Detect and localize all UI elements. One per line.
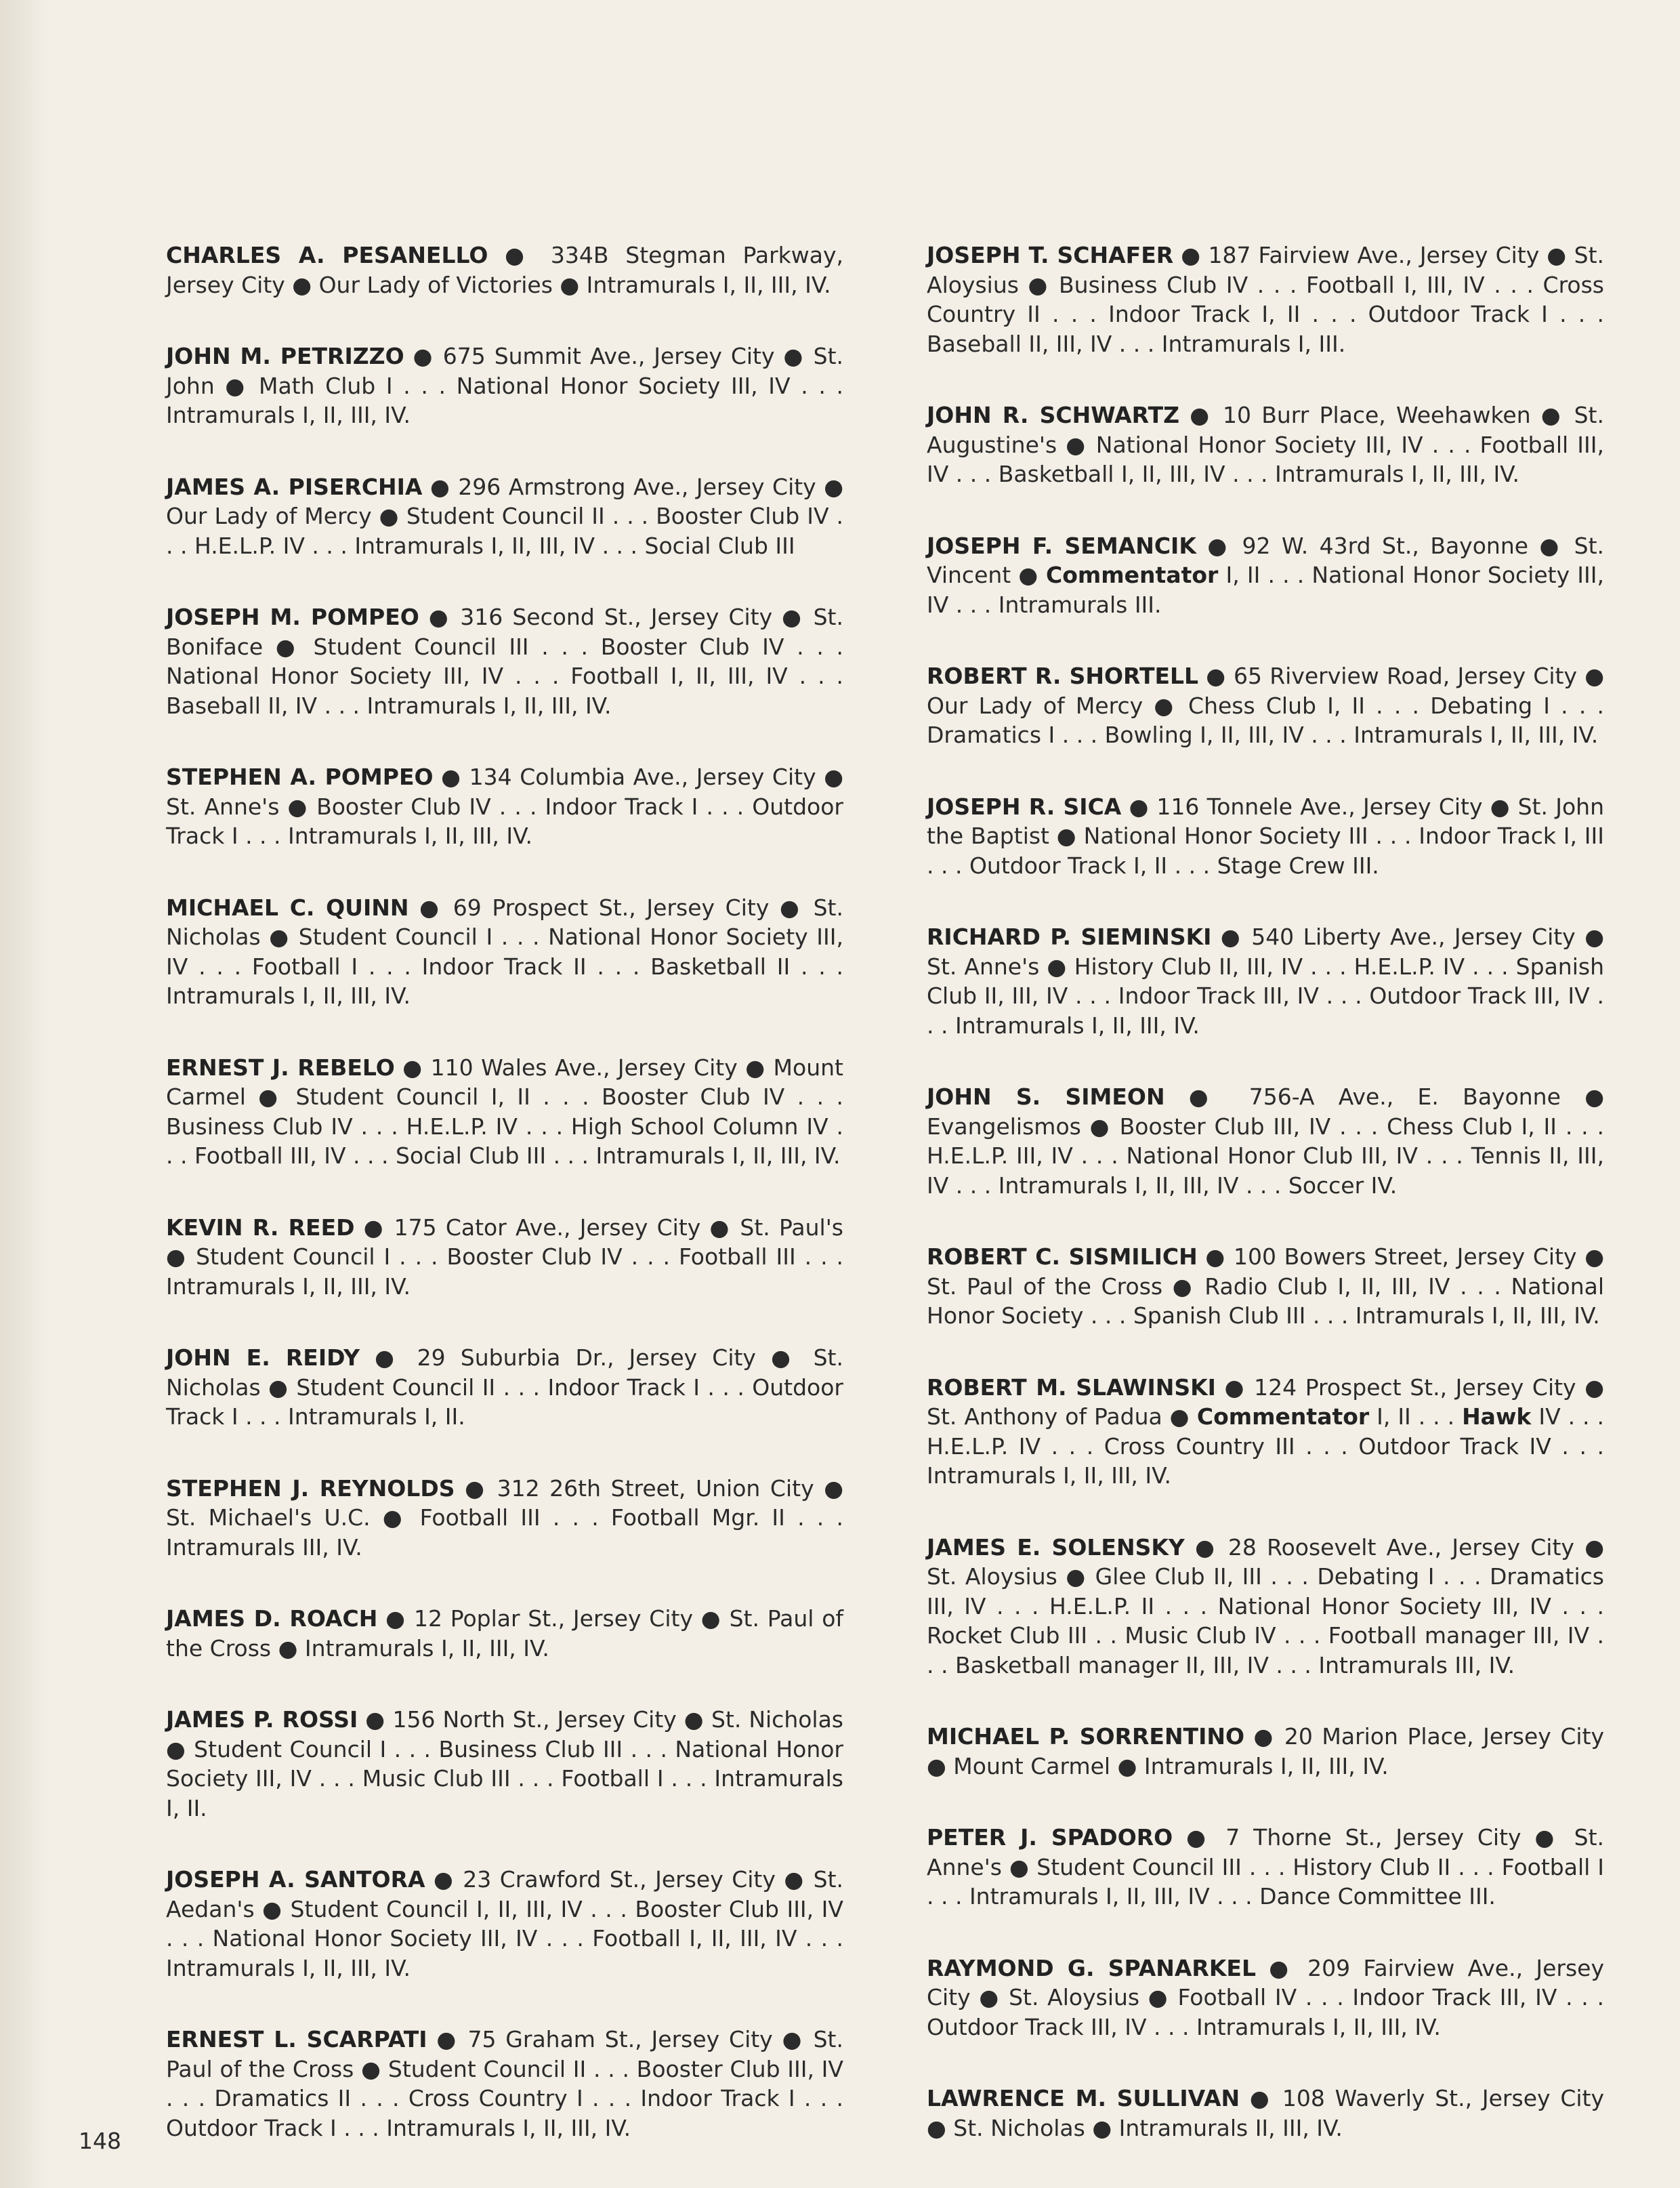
entry-details: ● 28 Roosevelt Ave., Jersey City ● St. Aloysius ● Glee Club II, III . . . Debating I . . . Dramatics III, IV . . . H.E.L.P. II . . . National Honor Society III, IV . . . Rocket Club III . . Music Club IV . . . Football manager III, IV . . . Basketball manager II, III, IV . . . Intramurals III, IV.: [927, 1533, 1604, 1678]
entry-name: JAMES D. ROACH: [166, 1605, 378, 1632]
entry-name: ROBERT C. SISMILICH: [927, 1243, 1198, 1270]
entry-spanarkel: [927, 1954, 1604, 2042]
entry-details: ● 296 Armstrong Ave., Jersey City ● Our Lady of Mercy ● Student Council II . . . Booster Club IV . . . H.E.L.P. IV . . . Intramurals I, II, III, IV . . . Social Club III: [166, 473, 843, 559]
entry-sismilich: [927, 1242, 1604, 1331]
right-column: [927, 241, 1604, 2185]
entry-sieminski: [927, 922, 1604, 1040]
entry-details: ● 110 Wales Ave., Jersey City ● Mount Carmel ● Student Council I, II . . . Booster Club IV . . . Business Club IV . . . H.E.L.P. IV . . . High School Column IV . . . Football III, IV . . . Social Club III . . . Intramurals I, II, III, IV.: [166, 1054, 843, 1169]
entry-reynolds: [166, 1474, 843, 1563]
entry-details: ● 108 Waverly St., Jersey City ● St. Nicholas ● Intramurals II, III, IV.: [927, 2085, 1604, 2141]
entry-scarpati: [166, 2025, 843, 2143]
entry-details: ● 540 Liberty Ave., Jersey City ● St. Anne's ● History Club II, III, IV . . . H.E.L.P. IV . . . Spanish Club II, III, IV . . . Indoor Track III, IV . . . Outdoor Track III, IV . . . Intramurals I, II, III, IV.: [927, 924, 1604, 1039]
entry-details: ● 124 Prospect St., Jersey City ● St. Anthony of Padua ●: [927, 1374, 1604, 1430]
entry-name: CHARLES A. PESANELLO: [166, 242, 488, 268]
entry-name: RICHARD P. SIEMINSKI: [927, 924, 1212, 950]
entry-details: ● 7 Thorne St., Jersey City ● St. Anne's ● Student Council III . . . History Club II . . . Football I . . . Intramurals I, II, III, IV . . . Dance Committee III.: [927, 1824, 1604, 1910]
entry-sorrentino: [927, 1722, 1604, 1781]
entry-name: JOSEPH F. SEMANCIK: [927, 532, 1196, 559]
entry-name: JOHN M. PETRIZZO: [166, 343, 404, 369]
entry-name: JOHN R. SCHWARTZ: [927, 402, 1180, 428]
entry-santora: [166, 1865, 843, 1983]
entry-shortell: [927, 661, 1604, 750]
entry-name: ERNEST L. SCARPATI: [166, 2026, 427, 2052]
entry-stephen-pompeo: [166, 762, 843, 851]
entry-name: KEVIN R. REED: [166, 1214, 355, 1241]
entry-name: JAMES E. SOLENSKY: [927, 1533, 1185, 1561]
entry-name: JOSEPH R. SICA: [927, 793, 1122, 820]
entry-details: ● 134 Columbia Ave., Jersey City ● St. Anne's ● Booster Club IV . . . Indoor Track I . . . Outdoor Track I . . . Intramurals I, II, III, IV.: [166, 764, 844, 849]
entry-details: ● 10 Burr Place, Weehawken ● St. Augustine's ● National Honor Society III, IV . . . Football III, IV . . . Basketball I, II, III, IV . . . Intramurals I, II, III, IV.: [927, 402, 1604, 487]
entry-details: ● 756-A Ave., E. Bayonne ● Evangelismos ● Booster Club III, IV . . . Chess Club I, II . . . H.E.L.P. III, IV . . . National Honor Club III, IV . . . Tennis II, III, IV . . . Intramurals I, II, III, IV . . . Soccer IV.: [927, 1083, 1604, 1199]
entry-simeon: [927, 1082, 1604, 1200]
entry-details: ● 156 North St., Jersey City ● St. Nicholas ● Student Council I . . . Business Club III . . . National Honor Society III, IV . . . Music Club III . . . Football I . . . Intramurals I, II.: [166, 1706, 844, 1821]
entry-details: ● 65 Riverview Road, Jersey City ● Our Lady of Mercy ● Chess Club I, II . . . Debating I . . . Dramatics I . . . Bowling I, II, III, IV . . . Intramurals I, II, III, IV.: [927, 663, 1605, 748]
entry-quinn: [166, 893, 843, 1011]
entry-details: ● 175 Cator Ave., Jersey City ● St. Paul's ● Student Council I . . . Booster Club IV . . . Football III . . . Intramurals I, II, III, IV.: [166, 1214, 843, 1300]
publication-name: Commentator: [1046, 562, 1219, 588]
entry-name: ROBERT M. SLAWINSKI: [927, 1374, 1216, 1401]
entry-details: ● 209 Fairview Ave., Jersey City ● St. Aloysius ● Football IV . . . Indoor Track III, IV . . . Outdoor Track III, IV . . . Intramurals I, II, III, IV.: [927, 1954, 1604, 2040]
entry-name: RAYMOND G. SPANARKEL: [927, 1954, 1256, 1981]
entry-details-continued: I, II . . . National Honor Society III, IV . . . Intramurals III.: [927, 562, 1604, 618]
entry-name: ERNEST J. REBELO: [166, 1054, 395, 1081]
entry-piserchia: [166, 472, 843, 561]
page-edge-shadow: [0, 0, 47, 2188]
entry-name: JOSEPH T. SCHAFER: [927, 242, 1174, 268]
entry-reidy: [166, 1343, 843, 1432]
entry-name: ROBERT R. SHORTELL: [927, 663, 1199, 689]
entry-schafer: [927, 241, 1604, 358]
entry-name: JOSEPH M. POMPEO: [166, 604, 419, 630]
entry-details: ● 92 W. 43rd St., Bayonne ● St. Vincent ●: [927, 532, 1604, 588]
entry-name: STEPHEN A. POMPEO: [166, 764, 434, 790]
page-number: 148: [79, 2128, 121, 2154]
entry-details: ● 75 Graham St., Jersey City ● St. Paul of the Cross ● Student Council II . . . Booster Club III, IV . . . Dramatics II . . . Cross Country I . . . Indoor Track I . . . Outdoor Track I . . . Intramurals I, II, III, IV.: [166, 2026, 843, 2141]
entry-name: JOHN S. SIMEON: [927, 1083, 1165, 1110]
entry-details: ● 100 Bowers Street, Jersey City ● St. Paul of the Cross ● Radio Club I, II, III, IV . . . National Honor Society . . . Spanish Club III . . . Intramurals I, II, III, IV.: [927, 1243, 1604, 1329]
entry-details-continued-2: IV . . . H.E.L.P. IV . . . Cross Country III . . . Outdoor Track IV . . . Intramurals I, II, III, IV.: [927, 1403, 1604, 1489]
entry-rossi: [166, 1705, 843, 1823]
entry-name: JOSEPH A. SANTORA: [166, 1866, 425, 1893]
entry-sica: [927, 792, 1604, 881]
entry-petrizzo: [166, 342, 843, 430]
entry-details: ● 69 Prospect St., Jersey City ● St. Nicholas ● Student Council I . . . National Honor Society III, IV . . . Football I . . . Indoor Track II . . . Basketball II . . . Intramurals I, II, III, IV.: [166, 894, 843, 1009]
entry-name: JAMES P. ROSSI: [166, 1706, 358, 1733]
entry-details: ● 187 Fairview Ave., Jersey City ● St. Aloysius ● Business Club IV . . . Football I, III, IV . . . Cross Country II . . . Indoor Track I, II . . . Outdoor Track I . . . Baseball II, III, IV . . . Intramurals I, III.: [927, 242, 1605, 357]
entry-roach: [166, 1604, 843, 1663]
entry-slawinski: [927, 1373, 1604, 1491]
entry-semancik: [927, 531, 1604, 620]
entry-name: PETER J. SPADORO: [927, 1824, 1173, 1851]
entry-name: JAMES A. PISERCHIA: [166, 473, 423, 500]
entry-reed: [166, 1213, 843, 1302]
entry-details: ● 20 Marion Place, Jersey City ● Mount Carmel ● Intramurals I, II, III, IV.: [927, 1723, 1605, 1779]
left-column: [166, 241, 843, 2185]
entry-sullivan: [927, 2084, 1604, 2143]
entry-pesanello: [166, 241, 843, 300]
entry-name: STEPHEN J. REYNOLDS: [166, 1474, 455, 1502]
entry-name: MICHAEL P. SORRENTINO: [927, 1723, 1245, 1750]
entry-details: ● 29 Suburbia Dr., Jersey City ● St. Nicholas ● Student Council II . . . Indoor Track I . . . Outdoor Track I . . . Intramurals I, II.: [166, 1344, 843, 1430]
entry-details: ● 675 Summit Ave., Jersey City ● St. John ● Math Club I . . . National Honor Society III, IV . . . Intramurals I, II, III, IV.: [166, 343, 843, 428]
entry-rebelo: [166, 1053, 843, 1171]
entry-details: ● 116 Tonnele Ave., Jersey City ● St. John the Baptist ● National Honor Society III . . . Indoor Track I, III . . . Outdoor Track I, II . . . Stage Crew III.: [927, 793, 1604, 879]
entry-name: MICHAEL C. QUINN: [166, 894, 409, 921]
publication-name: Commentator: [1196, 1403, 1370, 1430]
entry-details: ● 23 Crawford St., Jersey City ● St. Aedan's ● Student Council I, II, III, IV . . . Booster Club III, IV . . . National Honor Society III, IV . . . Football I, II, III, IV . . . Intramurals I, II, III, IV.: [166, 1866, 843, 1981]
entry-details: ● 316 Second St., Jersey City ● St. Boniface ● Student Council III . . . Booster Club IV . . . National Honor Society III, IV . . . Football I, II, III, IV . . . Baseball II, IV . . . Intramurals I, II, III, IV.: [166, 604, 843, 719]
publication-name-2: Hawk: [1462, 1403, 1532, 1430]
entry-name: JOHN E. REIDY: [166, 1344, 360, 1371]
entry-solensky: [927, 1533, 1604, 1680]
entry-details: ● 334B Stegman Parkway, Jersey City ● Our Lady of Victories ● Intramurals I, II, III, IV.: [166, 242, 843, 298]
entry-spadoro: [927, 1823, 1604, 1912]
entry-details-continued: I, II . . .: [1369, 1403, 1463, 1430]
entry-details: ● 12 Poplar St., Jersey City ● St. Paul of the Cross ● Intramurals I, II, III, IV.: [166, 1605, 844, 1661]
entry-joseph-pompeo: [166, 602, 843, 720]
entry-name: LAWRENCE M. SULLIVAN: [927, 2085, 1240, 2111]
entry-details: ● 312 26th Street, Union City ● St. Michael's U.C. ● Football III . . . Football Mgr. II . . . Intramurals III, IV.: [166, 1474, 843, 1561]
entry-schwartz: [927, 400, 1604, 489]
